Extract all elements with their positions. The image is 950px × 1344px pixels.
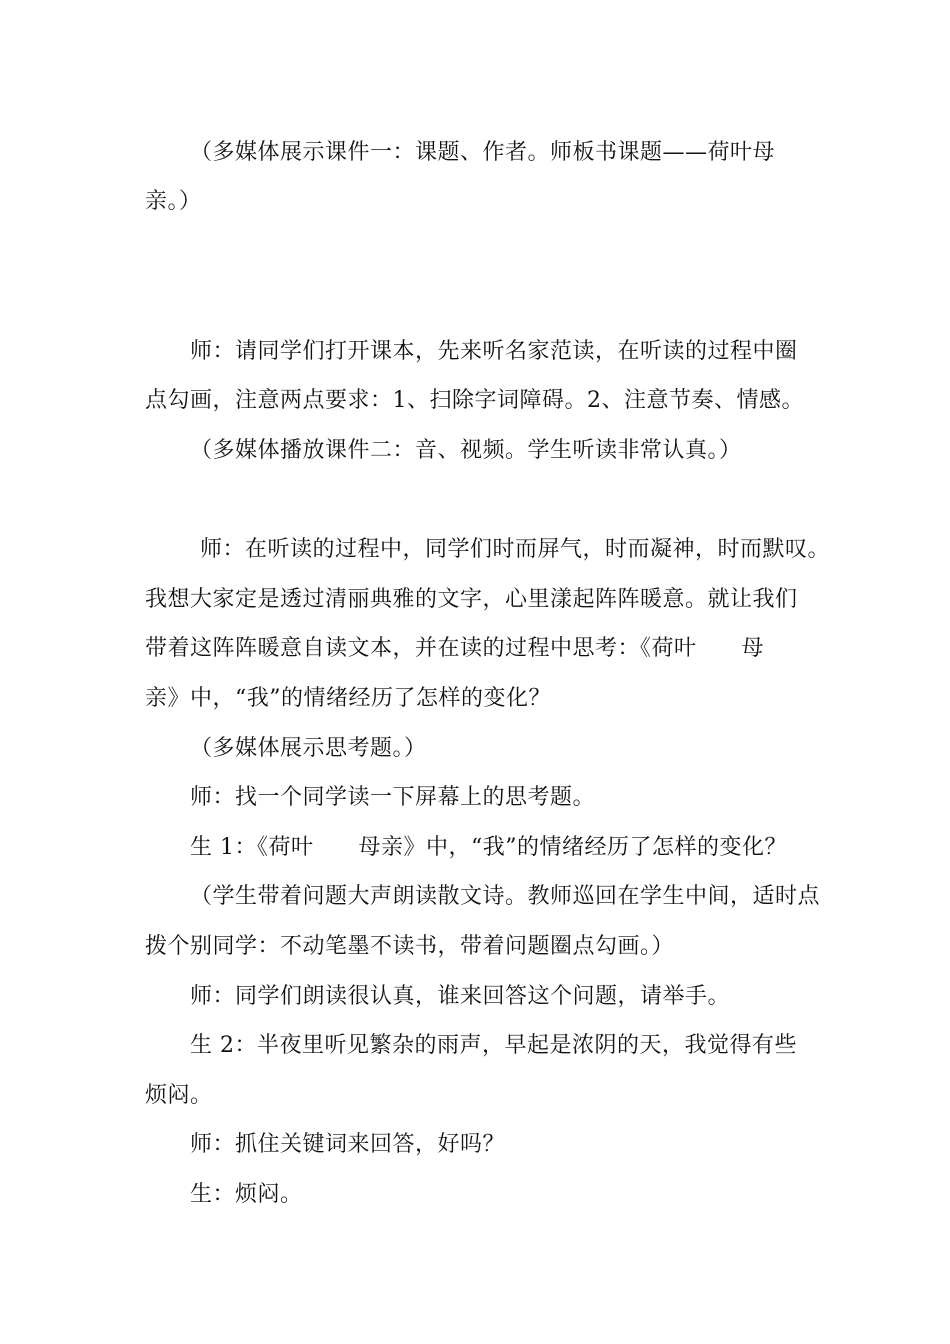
text-line: 生：烦闷。 xyxy=(190,1182,303,1207)
text-line: （多媒体播放课件二：音、视频。学生听读非常认真。） xyxy=(190,438,742,463)
text-line: （多媒体展示课件一：课题、作者。师板书课题——荷叶母 xyxy=(190,140,776,165)
text-line: 拨个别同学：不动笔墨不读书，带着问题圈点勾画。） xyxy=(145,934,675,959)
text-line: 生 2：半夜里听见繁杂的雨声，早起是浓阴的天，我觉得有些 xyxy=(190,1033,797,1058)
text-line: 师：抓住关键词来回答，好吗？ xyxy=(190,1132,506,1157)
text-line: 点勾画，注意两点要求：1、扫除字词障碍。2、注意节奏、情感。 xyxy=(145,388,804,413)
text-line: 我想大家定是透过清丽典雅的文字，心里漾起阵阵暖意。就让我们 xyxy=(145,587,798,612)
text-line: 带着这阵阵暖意自读文本，并在读的过程中思考：《荷叶 母 xyxy=(145,636,765,661)
text-line: 师：同学们朗读很认真，谁来回答这个问题，请举手。 xyxy=(190,984,731,1009)
text-line: 师：找一个同学读一下屏幕上的思考题。 xyxy=(190,785,596,810)
text-line: 烦闷。 xyxy=(145,1083,213,1108)
text-line: 亲》中，“我”的情绪经历了怎样的变化？ xyxy=(145,686,551,711)
text-line: 师：请同学们打开课本，先来听名家范读，在听读的过程中圈 xyxy=(190,339,798,364)
text-line: （学生带着问题大声朗读散文诗。教师巡回在学生中间，适时点 xyxy=(190,884,821,909)
text-line: 师：在听读的过程中，同学们时而屏气，时而凝神，时而默叹。 xyxy=(200,537,831,562)
text-line: 生 1：《荷叶 母亲》中，“我”的情绪经历了怎样的变化？ xyxy=(190,835,787,860)
text-line: （多媒体展示思考题。） xyxy=(190,736,427,761)
text-line: 亲。） xyxy=(145,189,202,214)
